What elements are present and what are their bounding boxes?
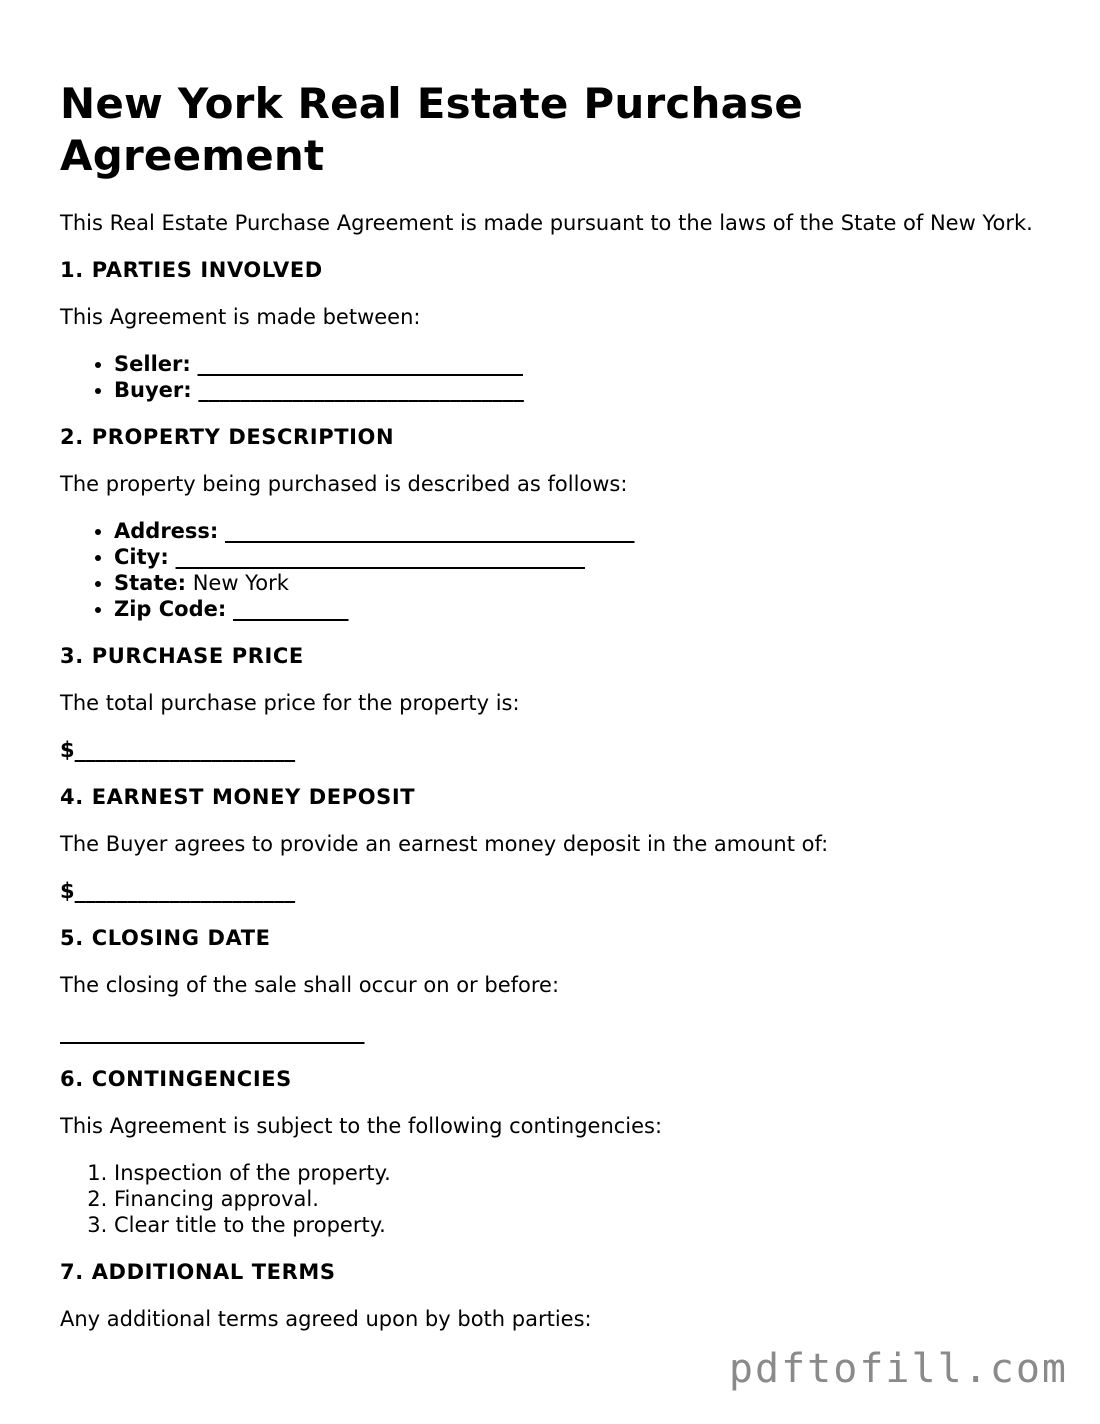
seller-label: Seller: bbox=[114, 352, 191, 376]
property-list bbox=[60, 518, 1050, 622]
city-item bbox=[114, 544, 1050, 570]
contingencies-list bbox=[60, 1160, 1050, 1238]
buyer-label: Buyer: bbox=[114, 378, 192, 402]
closing-date-blank: _____________________________ bbox=[60, 1020, 365, 1044]
property-text: The property being purchased is described as follows: bbox=[60, 472, 628, 496]
zip-label: Zip Code: bbox=[114, 597, 227, 621]
watermark: pdftofill.com bbox=[728, 1346, 1068, 1392]
closing-text: The closing of the sale shall occur on or before: bbox=[60, 973, 560, 997]
seller-blank: _______________________________ bbox=[197, 352, 523, 376]
parties-text: This Agreement is made between: bbox=[60, 305, 421, 329]
state-label: State: bbox=[114, 571, 187, 595]
contingency-item: 2. Financing approval. bbox=[114, 1186, 1050, 1212]
contingency-item: 3. Clear title to the property. bbox=[114, 1212, 1050, 1238]
state-item bbox=[114, 570, 1050, 596]
section-heading-parties: 1. PARTIES INVOLVED bbox=[60, 258, 323, 282]
document-title: New York Real Estate Purchase Agreement bbox=[60, 79, 804, 180]
section-heading-contingencies: 6. CONTINGENCIES bbox=[60, 1067, 292, 1091]
address-label: Address: bbox=[114, 519, 219, 543]
zip-blank: ___________ bbox=[232, 597, 349, 621]
section-heading-property: 2. PROPERTY DESCRIPTION bbox=[60, 425, 395, 449]
document-page bbox=[60, 78, 1050, 1353]
deposit-amount-blank: $_____________________ bbox=[60, 879, 296, 903]
deposit-text: The Buyer agrees to provide an earnest money deposit in the amount of: bbox=[60, 832, 829, 856]
buyer-blank: _______________________________ bbox=[198, 378, 524, 402]
intro-paragraph: This Real Estate Purchase Agreement is made pursuant to the laws of the State of New York. bbox=[60, 211, 1033, 235]
state-value: New York bbox=[192, 571, 289, 595]
section-heading-additional: 7. ADDITIONAL TERMS bbox=[60, 1260, 336, 1284]
contingencies-text: This Agreement is subject to the following contingencies: bbox=[60, 1114, 663, 1138]
parties-list bbox=[60, 351, 1050, 403]
additional-text: Any additional terms agreed upon by both parties: bbox=[60, 1307, 592, 1331]
contingency-item: 1. Inspection of the property. bbox=[114, 1160, 1050, 1186]
section-heading-closing: 5. CLOSING DATE bbox=[60, 926, 271, 950]
seller-item bbox=[114, 351, 1050, 377]
buyer-item bbox=[114, 377, 1050, 403]
city-label: City: bbox=[114, 545, 169, 569]
price-amount-blank: $_____________________ bbox=[60, 738, 296, 762]
address-blank: _______________________________________ bbox=[225, 519, 635, 543]
address-item bbox=[114, 518, 1050, 544]
zip-item bbox=[114, 596, 1050, 622]
section-heading-price: 3. PURCHASE PRICE bbox=[60, 644, 304, 668]
price-text: The total purchase price for the property is: bbox=[60, 691, 520, 715]
section-heading-deposit: 4. EARNEST MONEY DEPOSIT bbox=[60, 785, 416, 809]
city-blank: _______________________________________ bbox=[175, 545, 585, 569]
